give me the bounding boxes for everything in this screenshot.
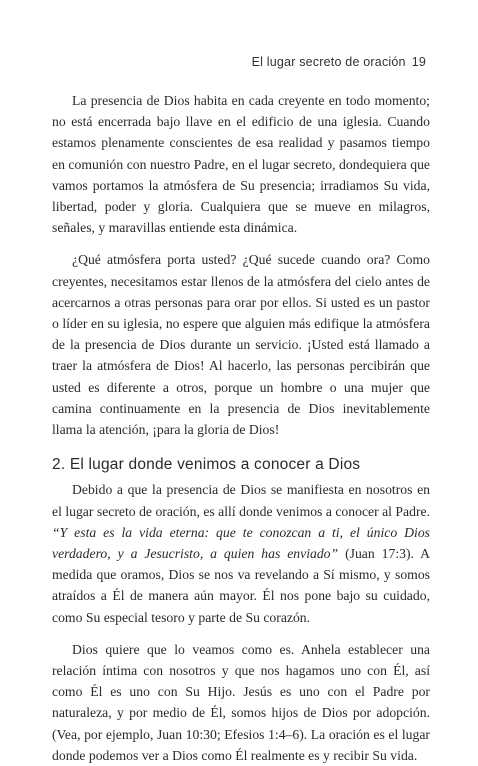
running-head xyxy=(252,55,426,69)
page-body xyxy=(52,90,430,766)
paragraph-3 xyxy=(52,479,430,627)
page-number: 19 xyxy=(411,55,426,69)
paragraph-1: La presencia de Dios habita en cada creyente en todo momento; no está encerrada bajo llave en el edificio de una iglesia. Cuando estamos plenamente conscientes de esa realidad y pasamos tiempo en comunión con nuestro Padre, en el lugar secreto, dondequiera que vamos portamos la atmósfera de Su presencia; irradiamos Su vida, libertad, poder y gloria. Cualquiera que se mueve en milagros, señales, y maravillas entiende esta dinámica. xyxy=(52,93,430,236)
paragraph-2: ¿Qué atmósfera porta usted? ¿Qué sucede cuando ora? Como creyentes, necesitamos estar llenos de la atmósfera del cielo antes de acercarnos a otras personas para orar por ellos. Si usted es un pastor o líder en su iglesia, no espere que alguien más edifique la atmósfera de la presencia de Dios durante un servicio. ¡Usted está llamado a traer la atmósfera de Dios! Al hacerlo, las personas percibirán que usted es diferente a otros, porque un hombre o una mujer que camina continuamente en la presencia de Dios inevitablemente llama la atención, ¡para la gloria de Dios! xyxy=(52,252,430,438)
scripture-quote: “Y esta es la vida eterna: que te conozcan a ti, el único Dios verdadero, y a Jesucristo, a quien has enviado” xyxy=(52,524,430,562)
paragraph-3-rest: (Juan 17:3). A medida que oramos, Dios se nos va revelando a Sí mismo, y somos atraídos a Él de manera aún mayor. Él nos pone bajo su cuidado, como Su especial tesoro y parte de Su corazón. xyxy=(52,546,430,625)
section-heading: 2. El lugar donde venimos a conocer a Dios xyxy=(52,456,361,474)
running-title: El lugar secreto de oración xyxy=(251,55,406,69)
paragraph-4: Dios quiere que lo veamos como es. Anhela establecer una relación íntima con nosotros y que nos hagamos uno con Él, así como Él es uno con Su Hijo. Jesús es uno con el Padre por naturaleza, y por medio de Él, somos hijos de Dios por adopción. (Vea, por ejemplo, Juan 10:30; Efesios 1:4–6). La oración es el lugar donde podemos ver a Dios como Él realmente es y recibir Su vida. xyxy=(52,641,430,763)
paragraph-3-intro: Debido a que la presencia de Dios se manifiesta en nosotros en el lugar secreto de oración, es allí donde venimos a conocer al Padre. xyxy=(52,482,430,519)
